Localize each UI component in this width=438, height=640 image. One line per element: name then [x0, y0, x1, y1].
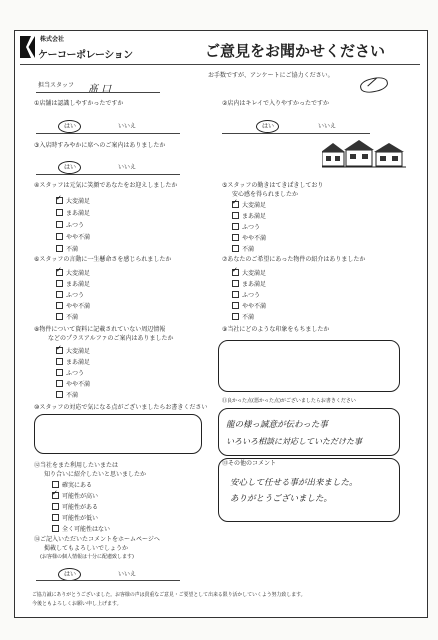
q5-text: ⑤スタッフの勤きはてきぱきしており — [222, 182, 324, 189]
q5-option[interactable]: やや不満 — [232, 235, 266, 243]
q8-text-2: などのプラスアルファのご案内はありましたか — [48, 335, 174, 342]
q11-answer-box[interactable] — [218, 408, 400, 456]
q7-option[interactable]: ✓大変満足 — [232, 270, 266, 278]
page-title: ご意見をお聞かせください — [205, 42, 386, 60]
q1-yes-circle — [58, 120, 81, 133]
q6-option[interactable]: ふつう — [56, 292, 84, 300]
q9-answer-box[interactable] — [218, 340, 400, 392]
q4-option[interactable]: ✓大変満足 — [56, 198, 90, 206]
q10-answer-box[interactable] — [34, 414, 202, 454]
q14-no[interactable]: いいえ — [118, 571, 137, 578]
q4-option[interactable]: やや不満 — [56, 234, 90, 242]
q7-option[interactable]: やや不満 — [232, 303, 266, 311]
q12-option[interactable]: 可能性が低い — [52, 515, 98, 523]
q2-yes-circle — [256, 120, 279, 133]
q8-option[interactable]: ✓大変満足 — [56, 348, 90, 356]
staff-underline — [36, 92, 160, 93]
q1-yes[interactable]: はい — [64, 123, 77, 130]
staff-name[interactable]: 髙 口 — [88, 84, 112, 95]
q3-text: ③入店時すみやかに席へのご案内はありましたか — [34, 142, 166, 149]
q12-option[interactable]: 確実にある — [52, 482, 92, 490]
staff-label: 担当スタッフ — [38, 82, 75, 89]
company-small: 株式会社 — [40, 36, 65, 43]
q13-answer-line-1: 安心して任せる事が出来ました。 — [230, 478, 358, 488]
q10-text: ⑩スタッフの対応で気になる点がございましたらお書きください — [34, 404, 208, 411]
q12-option[interactable]: ✓可能性が高い — [52, 493, 98, 501]
q5-option[interactable]: ✓大変満足 — [232, 202, 266, 210]
q3-underline — [36, 174, 180, 175]
q2-underline — [222, 133, 370, 134]
q12-option[interactable]: 全く可能性はない — [52, 526, 110, 534]
q5-option[interactable]: ふつう — [232, 224, 260, 232]
q4-option[interactable]: 不満 — [56, 246, 78, 254]
q7-option[interactable]: まあ満足 — [232, 281, 266, 289]
q8-option[interactable]: まあ満足 — [56, 359, 90, 367]
header-rule — [20, 64, 420, 65]
q4-text: ④スタッフは元気に笑顔であなたをお迎えしましたか — [34, 182, 178, 189]
q6-text: ⑥スタッフの言動に一生懸命さを感じられましたか — [34, 256, 172, 263]
q14-underline — [36, 580, 180, 581]
q2-text: ②店内はキレイで入りやすかったですか — [222, 100, 330, 107]
q11-answer-line-2: いろいろ相談に対応していただけた事 — [226, 437, 362, 446]
q3-yes-circle — [58, 161, 81, 174]
q6-option[interactable]: まあ満足 — [56, 281, 90, 289]
q1-no[interactable]: いいえ — [118, 123, 137, 130]
q13-answer-line-2: ありがとうございました。 — [230, 494, 333, 504]
company-logo — [20, 36, 35, 58]
q6-option[interactable]: 不満 — [56, 314, 78, 322]
q3-no[interactable]: いいえ — [118, 164, 137, 171]
q8-option[interactable]: ふつう — [56, 370, 84, 378]
q13-answer-box[interactable] — [218, 458, 400, 522]
q7-option[interactable]: ふつう — [232, 292, 260, 300]
q14-text-2: 掲載してもよろしいでしょうか — [44, 545, 129, 552]
footer-line-1: ご協力誠にありがとうございました。お客様の声は貴重なご意見・ご要望として出来る限り活かしていくよう努力致します。 — [32, 592, 306, 598]
q14-yes[interactable]: はい — [64, 571, 77, 578]
q1-underline — [36, 133, 180, 134]
intro-text: お手数ですが、アンケートにご協力ください。 — [208, 72, 334, 79]
q8-text: ⑧物件について資料に記載されていない周辺情報 — [34, 326, 166, 333]
q5-option[interactable]: まあ満足 — [232, 213, 266, 221]
q8-option[interactable]: 不満 — [56, 392, 78, 400]
q9-text: ⑨当社にどのような印象をもちましたか — [222, 326, 330, 333]
footer-line-2: 今後ともよろしくお願い申し上げます。 — [32, 601, 122, 607]
houses-illustration — [322, 140, 406, 170]
q6-option[interactable]: やや不満 — [56, 303, 90, 311]
q7-option[interactable]: 不満 — [232, 314, 254, 322]
q11-text: ⑪良かった点(悪かった点)がございましたらお書きください — [222, 398, 356, 404]
q12-text: ⑫当社をまた利用したいまたは — [34, 462, 119, 469]
q12-text-2: 知り合いに紹介したいと思いましたか — [44, 471, 147, 478]
q13-text: ⑬その他のコメント — [222, 460, 277, 467]
q4-option[interactable]: ふつう — [56, 222, 84, 230]
q14-text: ⑭ご記入いただいたコメントをホームページへ — [34, 536, 160, 543]
company-name: ケーコーポレーション — [38, 50, 133, 61]
q2-no[interactable]: いいえ — [318, 123, 337, 130]
q7-text: ⑦あなたのご希望にあった物件の紹介はありましたか — [222, 256, 366, 263]
q11-answer-line-1: 龍の様っ誠意が伝わった事 — [226, 420, 328, 430]
q5-option[interactable]: 不満 — [232, 246, 254, 254]
q12-option[interactable]: 可能性がある — [52, 504, 98, 512]
q14-note: (お客様の個人情報は十分に配慮致します) — [40, 554, 134, 560]
q1-text: ①店舗は認識しやすかったですか — [34, 100, 124, 107]
q2-yes[interactable]: はい — [262, 123, 275, 130]
q4-option[interactable]: まあ満足 — [56, 210, 90, 218]
q3-yes[interactable]: はい — [64, 164, 77, 171]
q8-option[interactable]: やや不満 — [56, 381, 90, 389]
q6-option[interactable]: ✓大変満足 — [56, 270, 90, 278]
q5-text-2: 安心感を得られましたか — [232, 191, 299, 198]
